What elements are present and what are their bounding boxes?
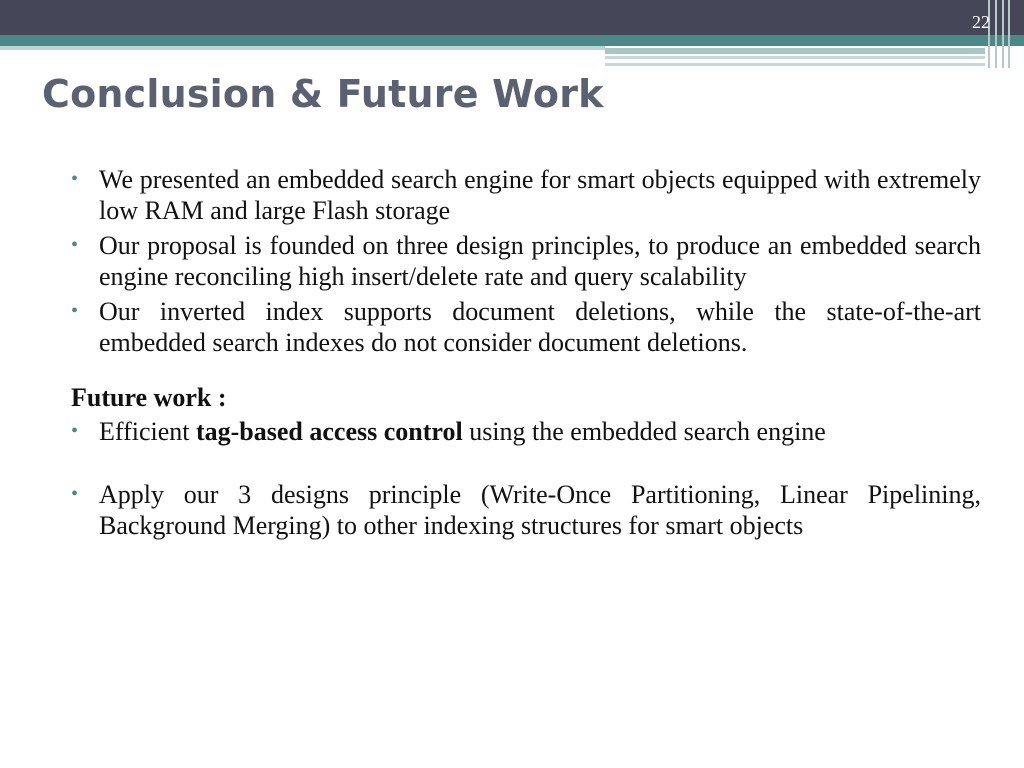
bullet-icon: •: [71, 483, 79, 505]
future-work-list: [71, 416, 981, 541]
future-work-item: [71, 416, 981, 447]
bullet-text: We presented an embedded search engine for smart objects equipped with extremely low RAM and large Flash storage: [99, 165, 981, 225]
header-band: [0, 0, 1024, 35]
bullet-list: [71, 164, 981, 358]
accent-band-light: [0, 46, 605, 50]
slide-title: Conclusion & Future Work: [42, 72, 604, 116]
bullet-icon: •: [71, 420, 79, 442]
accent-band: [0, 35, 1024, 46]
future-text-after: using the embedded search engine: [462, 417, 826, 446]
bullet-icon: •: [71, 234, 79, 256]
bullet-item: [71, 230, 981, 292]
future-text: Apply our 3 designs principle (Write-Once Partitioning, Linear Pipelining, Background Merging) to other indexing structures for smart objects: [99, 480, 981, 540]
bullet-icon: •: [71, 300, 79, 322]
bullet-item: [71, 296, 981, 358]
future-text-bold: tag-based access control: [195, 417, 463, 446]
slide-number: 22: [972, 12, 990, 32]
future-work-item: [71, 479, 981, 541]
bullet-icon: •: [71, 168, 79, 190]
bullet-item: [71, 164, 981, 226]
future-work-heading: Future work :: [71, 383, 227, 412]
decorative-stripes: [605, 46, 985, 68]
bullet-text: Our inverted index supports document deletions, while the state-of-the-art embedded search indexes do not consider document deletions.: [99, 297, 981, 357]
decorative-vertical-lines: [986, 0, 1024, 68]
bullet-text: Our proposal is founded on three design principles, to produce an embedded search engine reconciling high insert/delete rate and query scalability: [99, 231, 981, 291]
slide-content: [71, 164, 981, 545]
future-text-before: Efficient: [99, 417, 196, 446]
